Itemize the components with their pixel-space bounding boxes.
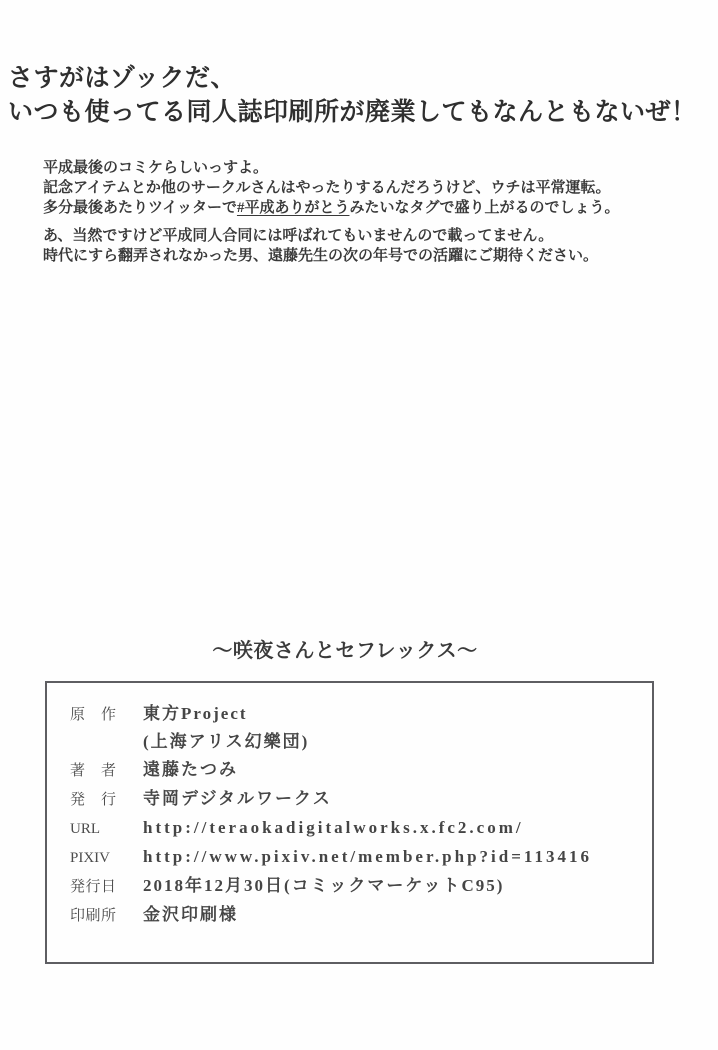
colophon-row-publish-date <box>70 872 652 901</box>
colophon-row-pixiv <box>70 843 652 872</box>
original-work-circle: (上海アリス幻樂団) <box>143 732 310 751</box>
afterword-heading <box>8 62 697 130</box>
colophon-value-url: http://teraokadigitalworks.x.fc2.com/ <box>143 818 524 837</box>
heading-line-1: さすがはゾックだ、 <box>8 65 237 92</box>
colophon-table-inner <box>47 683 652 930</box>
afterword-body <box>43 158 619 266</box>
colophon-value-pixiv: http://www.pixiv.net/member.php?id=113416 <box>143 847 592 866</box>
colophon-label-publisher: 発行 <box>70 792 116 808</box>
heading-line-2: いつも使ってる同人誌印刷所が廃業してもなんともないぜ！ <box>8 99 697 126</box>
paragraph2-line-1: あ、当然ですけど平成同人合同には呼ばれてもいませんので載ってません。 <box>43 228 554 244</box>
line3-before-text: 多分最後あたりツイッターで <box>43 200 237 216</box>
colophon-label-author: 著者 <box>70 763 116 779</box>
paragraph2-line-2: 時代にすら翻弄されなかった男、遠藤先生の次の年号での活躍にご期待ください。 <box>43 248 599 264</box>
colophon-table <box>45 681 654 964</box>
colophon-row-original-work <box>70 700 652 756</box>
colophon-row-publisher <box>70 785 652 814</box>
colophon-value-publish-date: 2018年12月30日(コミックマーケットC95) <box>143 876 505 895</box>
colophon-label-pixiv: PIXIV <box>70 850 110 866</box>
line3-after-text: みたいなタグで盛り上がるのでしょう。 <box>349 200 620 216</box>
original-work-title: 東方Project <box>143 704 248 723</box>
colophon-label-url: URL <box>70 821 100 837</box>
paragraph1-line-1: 平成最後のコミケらしいっすよ。 <box>43 160 269 176</box>
afterword-paragraph-2 <box>43 226 619 266</box>
paragraph1-line-2: 記念アイテムとか他のサークルさんはやったりするんだろうけど、ウチは平常運転。 <box>43 180 611 196</box>
heisei-hashtag-underlined: #平成ありがとう <box>236 200 350 216</box>
colophon-label-original-work: 原作 <box>70 707 116 723</box>
colophon-value-publisher: 寺岡デジタルワークス <box>143 789 332 808</box>
book-title: ～咲夜さんとセフレックス～ <box>212 640 478 662</box>
colophon-row-url <box>70 814 652 843</box>
colophon-row-author <box>70 756 652 785</box>
colophon-value-original-work <box>143 700 309 756</box>
colophon-row-printer <box>70 901 652 930</box>
colophon-value-author: 遠藤たつみ <box>143 760 238 779</box>
colophon-value-printer: 金沢印刷様 <box>143 905 238 924</box>
colophon-label-publish-date: 発行日 <box>70 879 116 895</box>
paragraph1-line-3 <box>43 198 619 218</box>
colophon-label-printer: 印刷所 <box>70 908 116 924</box>
afterword-paragraph-1 <box>43 158 619 218</box>
